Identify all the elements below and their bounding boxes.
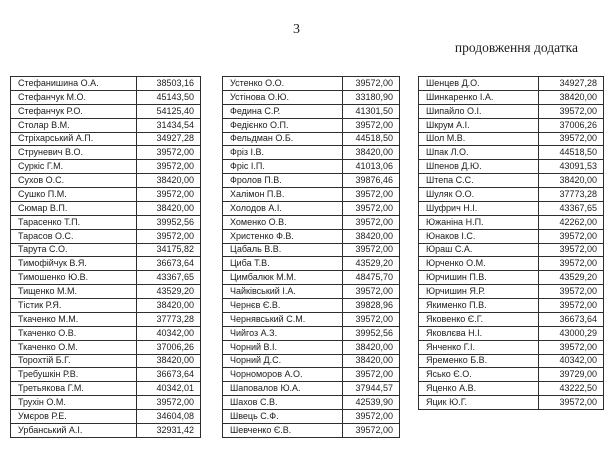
amount-value: 39572,00 <box>539 243 604 257</box>
table-row <box>11 146 201 160</box>
person-name: Шевченко Є.В. <box>223 423 343 437</box>
person-name: Шпенов Д.Ю. <box>419 160 539 174</box>
page-number: 3 <box>293 22 300 37</box>
person-name: Стефанчук М.О. <box>11 90 137 104</box>
amount-value: 39572,00 <box>343 312 400 326</box>
amount-value: 39572,00 <box>539 340 604 354</box>
table-row <box>223 354 400 368</box>
table-row <box>11 271 201 285</box>
person-name: Яковенко Є.Г. <box>419 312 539 326</box>
table-row <box>223 215 400 229</box>
table-row <box>11 174 201 188</box>
table-row <box>223 174 400 188</box>
table-row <box>419 188 604 202</box>
amount-value: 31434,54 <box>137 118 201 132</box>
person-name: Холодов А.І. <box>223 201 343 215</box>
person-name: Юраш С.А. <box>419 243 539 257</box>
amount-value: 43222,50 <box>539 382 604 396</box>
person-name: Торохтій Б.Г. <box>11 354 137 368</box>
person-name: Стефанишина О.А. <box>11 77 137 91</box>
amount-value: 54125,40 <box>137 104 201 118</box>
person-name: Сюмар В.П. <box>11 201 137 215</box>
person-name: Сухов О.С. <box>11 174 137 188</box>
amount-value: 38420,00 <box>343 229 400 243</box>
table-row <box>419 215 604 229</box>
person-name: Тимофійчук В.Я. <box>11 257 137 271</box>
person-name: Умєров Р.Е. <box>11 410 137 424</box>
person-name: Шкрум А.І. <box>419 118 539 132</box>
person-name: Цабаль В.В. <box>223 243 343 257</box>
table-row <box>223 257 400 271</box>
amount-value: 36673,64 <box>137 257 201 271</box>
amount-value: 38420,00 <box>343 340 400 354</box>
continuation-note: продовження додатка <box>454 40 578 55</box>
person-name: Шинкаренко І.А. <box>419 90 539 104</box>
person-name: Яцик Ю.Г. <box>419 396 539 410</box>
amount-value: 39572,00 <box>343 243 400 257</box>
table-row <box>223 104 400 118</box>
table-row <box>419 174 604 188</box>
table-row <box>223 299 400 313</box>
amount-value: 38420,00 <box>137 354 201 368</box>
table-row <box>419 118 604 132</box>
person-name: Цимбалюк М.М. <box>223 271 343 285</box>
person-name: Чернєв Є.В. <box>223 299 343 313</box>
amount-value: 34927,28 <box>137 132 201 146</box>
amount-value: 39572,00 <box>343 423 400 437</box>
amount-value: 34604,08 <box>137 410 201 424</box>
table-row <box>11 382 201 396</box>
person-name: Фріз І.В. <box>223 146 343 160</box>
table-row <box>419 354 604 368</box>
table-row <box>419 299 604 313</box>
person-name: Ткаченко О.В. <box>11 326 137 340</box>
person-name: Янченко Г.І. <box>419 340 539 354</box>
person-name: Тищенко М.М. <box>11 285 137 299</box>
table-row <box>419 312 604 326</box>
amount-value: 39572,00 <box>539 229 604 243</box>
amount-value: 43529,20 <box>137 285 201 299</box>
person-name: Струневич В.О. <box>11 146 137 160</box>
person-name: Шол М.В. <box>419 132 539 146</box>
amount-value: 39572,00 <box>539 285 604 299</box>
person-name: Юрчишин Я.Р. <box>419 285 539 299</box>
amount-value: 41013,06 <box>343 160 400 174</box>
table-row <box>419 90 604 104</box>
person-name: Тарасенко Т.П. <box>11 215 137 229</box>
person-name: Шаповалов Ю.А. <box>223 382 343 396</box>
amount-value: 39572,00 <box>343 201 400 215</box>
person-name: Яременко Б.В. <box>419 354 539 368</box>
table-row <box>223 368 400 382</box>
person-name: Юнаков І.С. <box>419 229 539 243</box>
person-name: Юрченко О.М. <box>419 257 539 271</box>
table-row <box>419 243 604 257</box>
amount-value: 39572,00 <box>137 188 201 202</box>
table-row <box>11 201 201 215</box>
amount-value: 40342,00 <box>137 326 201 340</box>
amount-value: 39572,00 <box>343 285 400 299</box>
table-row <box>223 77 400 91</box>
table-row <box>11 340 201 354</box>
person-name: Трухін О.М. <box>11 396 137 410</box>
table-row <box>223 146 400 160</box>
person-name: Стріхарський А.П. <box>11 132 137 146</box>
table-row <box>223 132 400 146</box>
person-name: Устінова О.Ю. <box>223 90 343 104</box>
table-row <box>223 423 400 437</box>
table-row <box>223 229 400 243</box>
person-name: Хоменко О.В. <box>223 215 343 229</box>
table-row <box>419 257 604 271</box>
table-row <box>223 160 400 174</box>
amount-value: 39572,00 <box>539 257 604 271</box>
person-name: Циба Т.В. <box>223 257 343 271</box>
person-name: Яковлєва Н.І. <box>419 326 539 340</box>
person-name: Стефанчук Р.О. <box>11 104 137 118</box>
table-row <box>223 118 400 132</box>
person-name: Чорний Д.С. <box>223 354 343 368</box>
table-row <box>11 90 201 104</box>
table-row <box>11 160 201 174</box>
amount-value: 37006,26 <box>539 118 604 132</box>
table-row <box>223 326 400 340</box>
amount-value: 34175,82 <box>137 243 201 257</box>
amount-value: 34927,28 <box>539 77 604 91</box>
table-row <box>11 257 201 271</box>
table-row <box>11 368 201 382</box>
amount-value: 48475,70 <box>343 271 400 285</box>
table-row <box>223 396 400 410</box>
table-row <box>11 104 201 118</box>
amount-value: 38420,00 <box>539 90 604 104</box>
person-name: Юрчишин П.В. <box>419 271 539 285</box>
person-name: Халімон П.В. <box>223 188 343 202</box>
person-name: Штепа С.С. <box>419 174 539 188</box>
table-row <box>223 188 400 202</box>
amount-value: 44518,50 <box>539 146 604 160</box>
person-name: Чийгоз А.З. <box>223 326 343 340</box>
person-name: Яценко А.В. <box>419 382 539 396</box>
table-row <box>11 299 201 313</box>
amount-value: 39876,46 <box>343 174 400 188</box>
person-name: Фріс І.П. <box>223 160 343 174</box>
amount-value: 39572,00 <box>539 396 604 410</box>
amount-value: 43000,29 <box>539 326 604 340</box>
person-name: Ясько Є.О. <box>419 368 539 382</box>
table-row <box>11 312 201 326</box>
amount-value: 39572,00 <box>137 160 201 174</box>
amount-value: 37773,28 <box>137 312 201 326</box>
person-name: Сушко П.М. <box>11 188 137 202</box>
amount-value: 33180,90 <box>343 90 400 104</box>
person-name: Чернявський С.М. <box>223 312 343 326</box>
table-row <box>11 215 201 229</box>
table-row <box>11 243 201 257</box>
amount-value: 38420,00 <box>539 174 604 188</box>
person-name: Столар В.М. <box>11 118 137 132</box>
table-row <box>419 146 604 160</box>
table-row <box>223 410 400 424</box>
amount-value: 43367,65 <box>137 271 201 285</box>
person-name: Чайківський І.А. <box>223 285 343 299</box>
amount-value: 37773,28 <box>539 188 604 202</box>
table-row <box>223 271 400 285</box>
amount-value: 40342,00 <box>539 354 604 368</box>
table-row <box>223 312 400 326</box>
amount-value: 39572,00 <box>343 368 400 382</box>
person-name: Швець С.Ф. <box>223 410 343 424</box>
person-name: Федієнко О.П. <box>223 118 343 132</box>
person-name: Тарасов О.С. <box>11 229 137 243</box>
table-row <box>223 90 400 104</box>
table-row <box>11 285 201 299</box>
amount-value: 41301,50 <box>343 104 400 118</box>
table-row <box>419 160 604 174</box>
person-name: Шпак Л.О. <box>419 146 539 160</box>
amount-value: 43367,65 <box>539 201 604 215</box>
person-name: Якименко П.В. <box>419 299 539 313</box>
amount-value: 39572,00 <box>343 77 400 91</box>
amount-value: 38503,16 <box>137 77 201 91</box>
amount-value: 39572,00 <box>539 132 604 146</box>
amount-value: 38420,00 <box>137 299 201 313</box>
amount-value: 40342,01 <box>137 382 201 396</box>
amount-value: 44518,50 <box>343 132 400 146</box>
person-name: Тарута С.О. <box>11 243 137 257</box>
amount-value: 45143,50 <box>137 90 201 104</box>
table-row <box>419 229 604 243</box>
amount-value: 37006,26 <box>137 340 201 354</box>
table-row <box>223 340 400 354</box>
table-row <box>419 396 604 410</box>
amount-value: 39952,56 <box>343 326 400 340</box>
amount-value: 39572,00 <box>343 215 400 229</box>
person-name: Чорноморов А.О. <box>223 368 343 382</box>
amount-value: 39729,00 <box>539 368 604 382</box>
person-name: Христенко Ф.В. <box>223 229 343 243</box>
amount-value: 38420,00 <box>343 354 400 368</box>
payments-table-middle <box>222 76 400 438</box>
table-row <box>419 77 604 91</box>
person-name: Фельдман О.Б. <box>223 132 343 146</box>
person-name: Федина С.Р. <box>223 104 343 118</box>
amount-value: 39572,00 <box>343 118 400 132</box>
amount-value: 39572,00 <box>137 229 201 243</box>
amount-value: 39952,56 <box>137 215 201 229</box>
table-row <box>419 104 604 118</box>
table-row <box>419 271 604 285</box>
person-name: Суркіс Г.М. <box>11 160 137 174</box>
table-row <box>223 201 400 215</box>
table-row <box>223 285 400 299</box>
table-row <box>419 382 604 396</box>
amount-value: 39572,00 <box>137 396 201 410</box>
person-name: Третьякова Г.М. <box>11 382 137 396</box>
amount-value: 32931,42 <box>137 423 201 437</box>
table-row <box>11 326 201 340</box>
amount-value: 37944,57 <box>343 382 400 396</box>
amount-value: 39828,96 <box>343 299 400 313</box>
amount-value: 39572,00 <box>343 410 400 424</box>
person-name: Ткаченко М.М. <box>11 312 137 326</box>
amount-value: 43529,20 <box>343 257 400 271</box>
table-row <box>419 132 604 146</box>
table-row <box>11 77 201 91</box>
amount-value: 43529,20 <box>539 271 604 285</box>
table-row <box>11 118 201 132</box>
person-name: Фролов П.В. <box>223 174 343 188</box>
person-name: Шахов С.В. <box>223 396 343 410</box>
person-name: Требушкін Р.В. <box>11 368 137 382</box>
amount-value: 39572,00 <box>137 146 201 160</box>
person-name: Ткаченко О.М. <box>11 340 137 354</box>
table-row <box>419 285 604 299</box>
amount-value: 39572,00 <box>539 299 604 313</box>
person-name: Чорний В.І. <box>223 340 343 354</box>
table-row <box>11 188 201 202</box>
table-row <box>11 423 201 437</box>
person-name: Урбанський А.І. <box>11 423 137 437</box>
table-row <box>223 243 400 257</box>
person-name: Шенцев Д.О. <box>419 77 539 91</box>
table-row <box>11 410 201 424</box>
payments-table-left <box>10 76 201 438</box>
payments-table-right <box>418 76 604 410</box>
amount-value: 39572,00 <box>539 104 604 118</box>
amount-value: 38420,00 <box>343 146 400 160</box>
person-name: Устенко О.О. <box>223 77 343 91</box>
table-row <box>11 229 201 243</box>
amount-value: 36673,64 <box>137 368 201 382</box>
person-name: Шуляк О.О. <box>419 188 539 202</box>
table-row <box>11 396 201 410</box>
amount-value: 39572,00 <box>343 188 400 202</box>
person-name: Тимошенко Ю.В. <box>11 271 137 285</box>
table-row <box>223 382 400 396</box>
amount-value: 42262,00 <box>539 215 604 229</box>
amount-value: 38420,00 <box>137 174 201 188</box>
table-row <box>419 368 604 382</box>
person-name: Шуфрич Н.І. <box>419 201 539 215</box>
table-row <box>419 326 604 340</box>
amount-value: 38420,00 <box>137 201 201 215</box>
table-row <box>419 340 604 354</box>
table-row <box>11 354 201 368</box>
amount-value: 43091,53 <box>539 160 604 174</box>
table-row <box>419 201 604 215</box>
amount-value: 36673,64 <box>539 312 604 326</box>
table-row <box>11 132 201 146</box>
amount-value: 42539,90 <box>343 396 400 410</box>
person-name: Тістик Р.Я. <box>11 299 137 313</box>
person-name: Южаніна Н.П. <box>419 215 539 229</box>
person-name: Шипайло О.І. <box>419 104 539 118</box>
